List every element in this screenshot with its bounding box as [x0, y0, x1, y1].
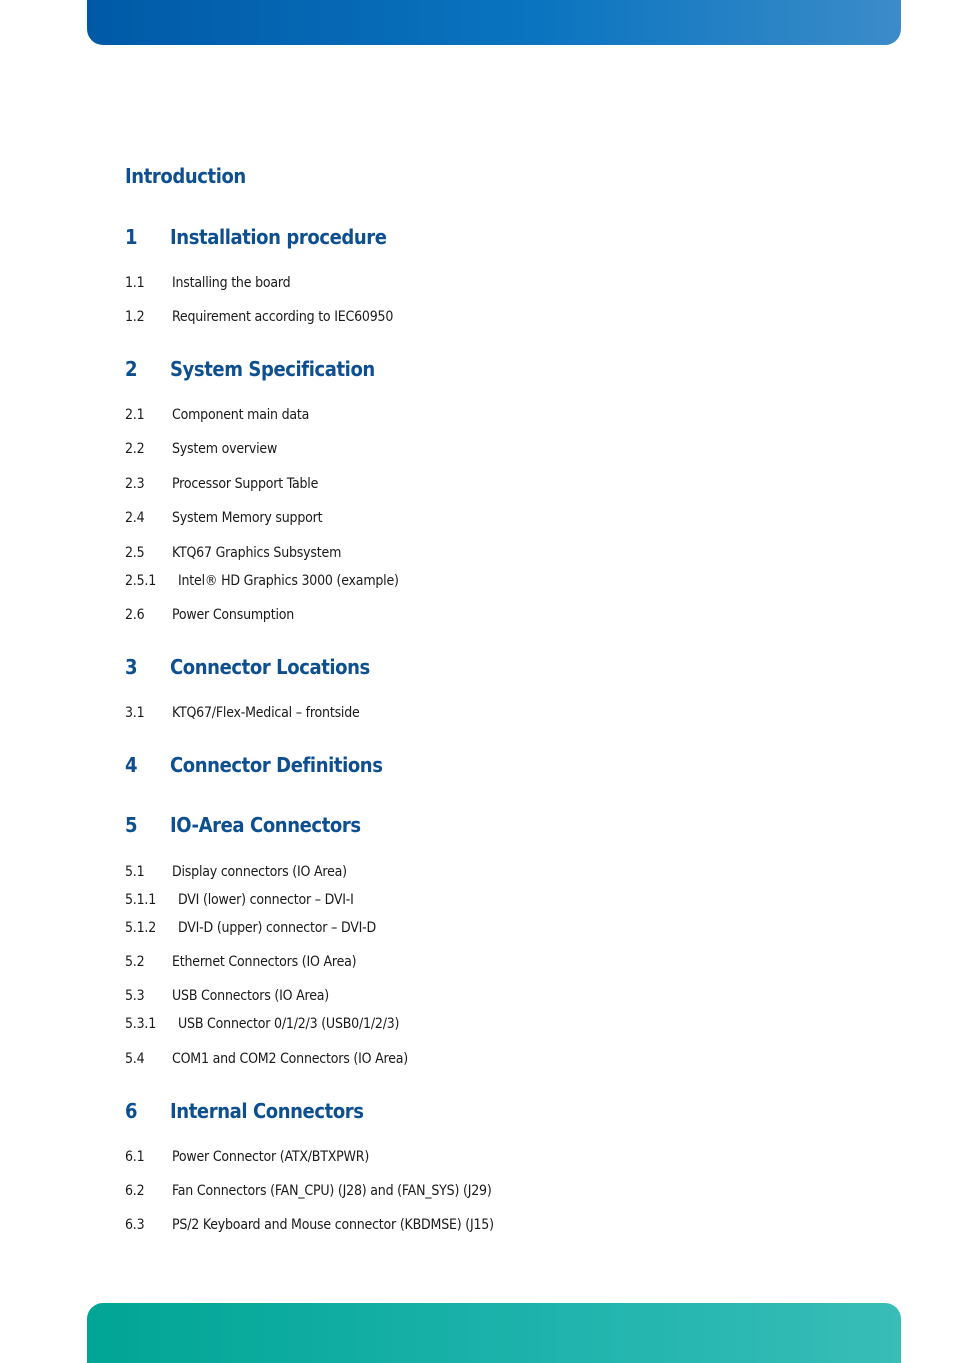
toc-number: 6.1	[125, 1149, 145, 1165]
toc-number: 2.3	[125, 476, 145, 492]
toc-title: Ethernet Connectors (IO Area)	[172, 954, 357, 970]
toc-title: System Memory support	[172, 510, 323, 526]
toc-heading-3[interactable]	[125, 655, 370, 679]
toc-entry-2-4[interactable]	[125, 509, 322, 527]
toc-title: Intel® HD Graphics 3000 (example)	[178, 573, 399, 589]
toc-title: Introduction	[125, 164, 246, 188]
toc-title: Power Connector (ATX/BTXPWR)	[172, 1149, 370, 1165]
toc-title: DVI (lower) connector – DVI-I	[178, 892, 354, 908]
toc-number: 2.4	[125, 510, 145, 526]
toc-title: Installation procedure	[170, 225, 387, 249]
toc-title: Fan Connectors (FAN_CPU) (J28) and (FAN_SYS) (J29)	[172, 1183, 492, 1199]
toc-title: Component main data	[172, 407, 310, 423]
toc-title: Display connectors (IO Area)	[172, 864, 347, 880]
toc-number: 5.1.2	[125, 920, 157, 936]
toc-number: 2.2	[125, 441, 145, 457]
toc-entry-5-3[interactable]	[125, 987, 329, 1005]
toc-entry-5-1[interactable]	[125, 863, 347, 881]
toc-number: 6.3	[125, 1217, 145, 1233]
toc-number: 5.1.1	[125, 892, 157, 908]
toc-number: 6	[125, 1099, 138, 1123]
toc-number: 5.3.1	[125, 1016, 157, 1032]
toc-entry-5-3-1[interactable]	[125, 1015, 399, 1033]
footer-band	[87, 1303, 901, 1363]
toc-number: 5.3	[125, 988, 145, 1004]
toc-title: System Specification	[170, 357, 375, 381]
toc-heading-5[interactable]	[125, 813, 361, 837]
toc-title: PS/2 Keyboard and Mouse connector (KBDMSE) (J15)	[172, 1217, 494, 1233]
toc-number: 1.2	[125, 309, 145, 325]
toc-title: Internal Connectors	[170, 1099, 364, 1123]
toc-entry-2-3[interactable]	[125, 475, 318, 493]
toc-title: USB Connectors (IO Area)	[172, 988, 329, 1004]
toc-title: KTQ67 Graphics Subsystem	[172, 545, 342, 561]
toc-title: Connector Locations	[170, 655, 370, 679]
header-band	[87, 0, 901, 45]
toc-entry-5-2[interactable]	[125, 953, 356, 971]
toc-number: 2.1	[125, 407, 145, 423]
toc-number: 5.4	[125, 1051, 145, 1067]
toc-heading-introduction[interactable]	[125, 164, 246, 188]
toc-title: Installing the board	[172, 275, 291, 291]
toc-heading-4[interactable]	[125, 753, 383, 777]
toc-entry-6-2[interactable]	[125, 1182, 492, 1200]
toc-title: Connector Definitions	[170, 753, 383, 777]
toc-entry-5-4[interactable]	[125, 1050, 408, 1068]
toc-entry-5-1-2[interactable]	[125, 919, 376, 937]
toc-number: 3.1	[125, 705, 145, 721]
toc-entry-2-5[interactable]	[125, 544, 341, 562]
toc-number: 3	[125, 655, 138, 679]
toc-title: USB Connector 0/1/2/3 (USB0/1/2/3)	[178, 1016, 400, 1032]
toc-title: COM1 and COM2 Connectors (IO Area)	[172, 1051, 409, 1067]
toc-number: 5	[125, 813, 138, 837]
toc-number: 2.5	[125, 545, 145, 561]
toc-title: Requirement according to IEC60950	[172, 309, 394, 325]
toc-number: 2.5.1	[125, 573, 157, 589]
toc-heading-6[interactable]	[125, 1099, 364, 1123]
toc-number: 4	[125, 753, 138, 777]
toc-title: Processor Support Table	[172, 476, 319, 492]
toc-entry-2-2[interactable]	[125, 440, 277, 458]
toc-entry-3-1[interactable]	[125, 704, 360, 722]
toc-title: DVI-D (upper) connector – DVI-D	[178, 920, 376, 936]
toc-number: 5.1	[125, 864, 145, 880]
toc-entry-1-1[interactable]	[125, 274, 290, 292]
toc-entry-6-1[interactable]	[125, 1148, 369, 1166]
toc-entry-2-6[interactable]	[125, 606, 294, 624]
toc-number: 5.2	[125, 954, 145, 970]
toc-number: 1	[125, 225, 138, 249]
toc-title: System overview	[172, 441, 278, 457]
toc-title: IO-Area Connectors	[170, 813, 361, 837]
toc-title: Power Consumption	[172, 607, 295, 623]
toc-heading-1[interactable]	[125, 225, 387, 249]
toc-entry-2-5-1[interactable]	[125, 572, 399, 590]
toc-number: 1.1	[125, 275, 145, 291]
toc-entry-1-2[interactable]	[125, 308, 393, 326]
toc-entry-2-1[interactable]	[125, 406, 309, 424]
toc-number: 2.6	[125, 607, 145, 623]
toc-title: KTQ67/Flex-Medical – frontside	[172, 705, 360, 721]
toc-number: 2	[125, 357, 138, 381]
toc-number: 6.2	[125, 1183, 145, 1199]
toc-entry-6-3[interactable]	[125, 1216, 494, 1234]
toc-heading-2[interactable]	[125, 357, 375, 381]
toc-entry-5-1-1[interactable]	[125, 891, 354, 909]
